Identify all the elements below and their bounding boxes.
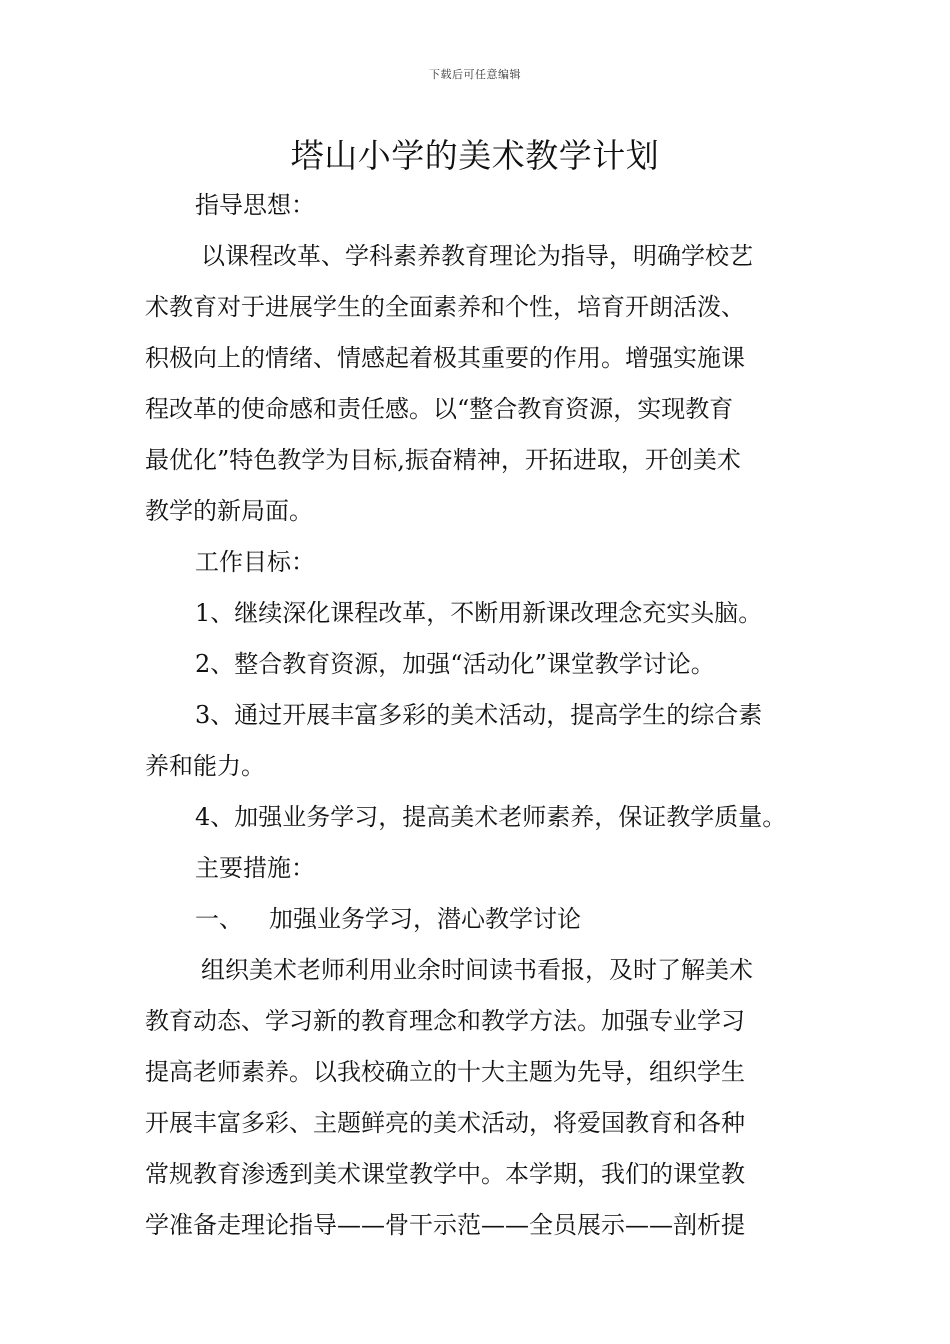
paragraph-line: 教学的新局面。 — [145, 497, 313, 525]
list-item: 1、继续深化课程改革，不断用新课改理念充实头脑。 — [195, 599, 763, 627]
paragraph-line: 组织美术老师利用业余时间读书看报，及时了解美术 — [201, 956, 753, 984]
subsection-number: 一、 — [195, 905, 243, 933]
document-body — [145, 180, 807, 1251]
list-item: 3、通过开展丰富多彩的美术活动，提高学生的综合素 — [195, 701, 763, 729]
section-heading-work-goals: 工作目标： — [195, 548, 315, 576]
header-note: 下载后可任意编辑 — [429, 68, 521, 81]
page-title: 塔山小学的美术教学计划 — [290, 136, 660, 175]
paragraph-line: 常规教育渗透到美术课堂教学中。本学期，我们的课堂教 — [145, 1160, 745, 1188]
list-item: 2、整合教育资源，加强“活动化”课堂教学讨论。 — [195, 650, 715, 678]
subsection-heading — [145, 894, 807, 945]
subsection-title: 加强业务学习，潜心教学讨论 — [269, 905, 581, 933]
section-heading-guiding-ideas: 指导思想： — [195, 191, 315, 219]
paragraph-line: 学准备走理论指导——骨干示范——全员展示——剖析提 — [145, 1211, 745, 1239]
list-item: 4、加强业务学习，提高美术老师素养，保证教学质量。 — [195, 803, 787, 831]
paragraph-line: 以课程改革、学科素养教育理论为指导，明确学校艺 — [201, 242, 753, 270]
paragraph-line: 最优化”特色教学为目标,振奋精神，开拓进取，开创美术 — [145, 446, 741, 474]
section-heading-main-measures: 主要措施： — [195, 854, 315, 882]
paragraph-line: 开展丰富多彩、主题鲜亮的美术活动，将爱国教育和各种 — [145, 1109, 745, 1137]
paragraph-line: 积极向上的情绪、情感起着极其重要的作用。增强实施课 — [145, 344, 745, 372]
paragraph-line: 程改革的使命感和责任感。以“整合教育资源，实现教育 — [145, 395, 734, 423]
paragraph-line: 术教育对于进展学生的全面素养和个性，培育开朗活泼、 — [145, 293, 745, 321]
paragraph-line: 提高老师素养。以我校确立的十大主题为先导，组织学生 — [145, 1058, 745, 1086]
paragraph-line: 养和能力。 — [145, 752, 265, 780]
paragraph-line: 教育动态、学习新的教育理念和教学方法。加强专业学习 — [145, 1007, 745, 1035]
